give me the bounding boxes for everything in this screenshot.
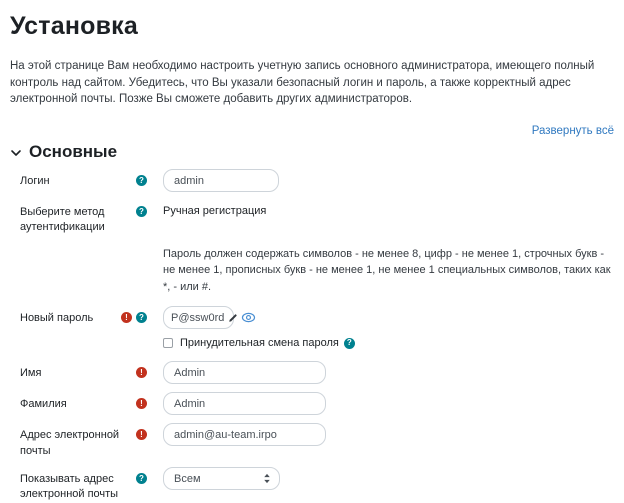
form-row-force-change: [10, 335, 614, 349]
help-icon[interactable]: ?: [136, 312, 147, 323]
new-password-label: Новый пароль: [20, 312, 94, 325]
email-display-select[interactable]: [163, 467, 280, 490]
edit-pencil-icon[interactable]: [228, 313, 238, 323]
intro-text: На этой странице Вам необходимо настроить учетную запись основного администратора, имеющего полный контроль над сайтом. Убедитесь, что Вы указали безопасный логин и пароль, а также корректный адрес электронной почты. Позже Вы сможете добавить других администраторов.: [10, 60, 595, 106]
form-row-email-display: [10, 467, 614, 503]
form-row-login: [10, 169, 614, 192]
force-change-label: Принудительная смена пароля: [180, 337, 339, 350]
help-icon[interactable]: ?: [136, 473, 147, 484]
expand-all-row: [10, 121, 614, 139]
expand-all-link[interactable]: Развернуть всё: [531, 125, 614, 138]
new-password-value: P@ssw0rd: [171, 311, 225, 324]
firstname-label: Имя: [20, 367, 42, 380]
up-down-arrows-icon: [263, 473, 271, 484]
help-icon[interactable]: ?: [136, 206, 147, 217]
new-password-input[interactable]: [163, 306, 234, 329]
email-label: Адрес электронной почты: [20, 429, 120, 457]
required-icon: !: [136, 367, 147, 378]
help-icon[interactable]: ?: [136, 175, 147, 186]
form-row-firstname: [10, 361, 614, 384]
form-row-new-password: [10, 306, 614, 329]
required-icon: !: [121, 312, 132, 323]
force-change-checkbox[interactable]: [163, 338, 173, 348]
reveal-password-icon[interactable]: [241, 311, 256, 324]
password-hint: Пароль должен содержать символов - не менее 8, цифр - не менее 1, строчных букв - не менее 1, прописных букв - не менее 1, не менее 1 специальных символов, таких как *, - или #.: [163, 247, 611, 293]
form-row-auth-method: [10, 200, 614, 236]
form-row-email: [10, 423, 614, 459]
email-input[interactable]: [163, 423, 326, 446]
auth-method-value: Ручная регистрация: [163, 205, 267, 218]
email-display-selected-value: Всем: [174, 472, 201, 485]
section-header-basic[interactable]: [10, 142, 614, 162]
email-display-label: Показывать адрес электронной почты: [20, 473, 119, 501]
help-icon[interactable]: ?: [344, 338, 355, 349]
required-icon: !: [136, 398, 147, 409]
login-label: Логин: [20, 175, 50, 188]
required-icon: !: [136, 429, 147, 440]
auth-method-label: Выберите метод аутентификации: [20, 206, 105, 234]
form-row-password-hint: [10, 246, 614, 303]
firstname-input[interactable]: [163, 361, 326, 384]
chevron-down-icon: [10, 147, 22, 159]
page-title: Установка: [10, 12, 138, 40]
form-row-lastname: [10, 392, 614, 415]
section-title: Основные: [29, 142, 118, 162]
login-input[interactable]: [163, 169, 279, 192]
lastname-input[interactable]: [163, 392, 326, 415]
lastname-label: Фамилия: [20, 398, 67, 411]
